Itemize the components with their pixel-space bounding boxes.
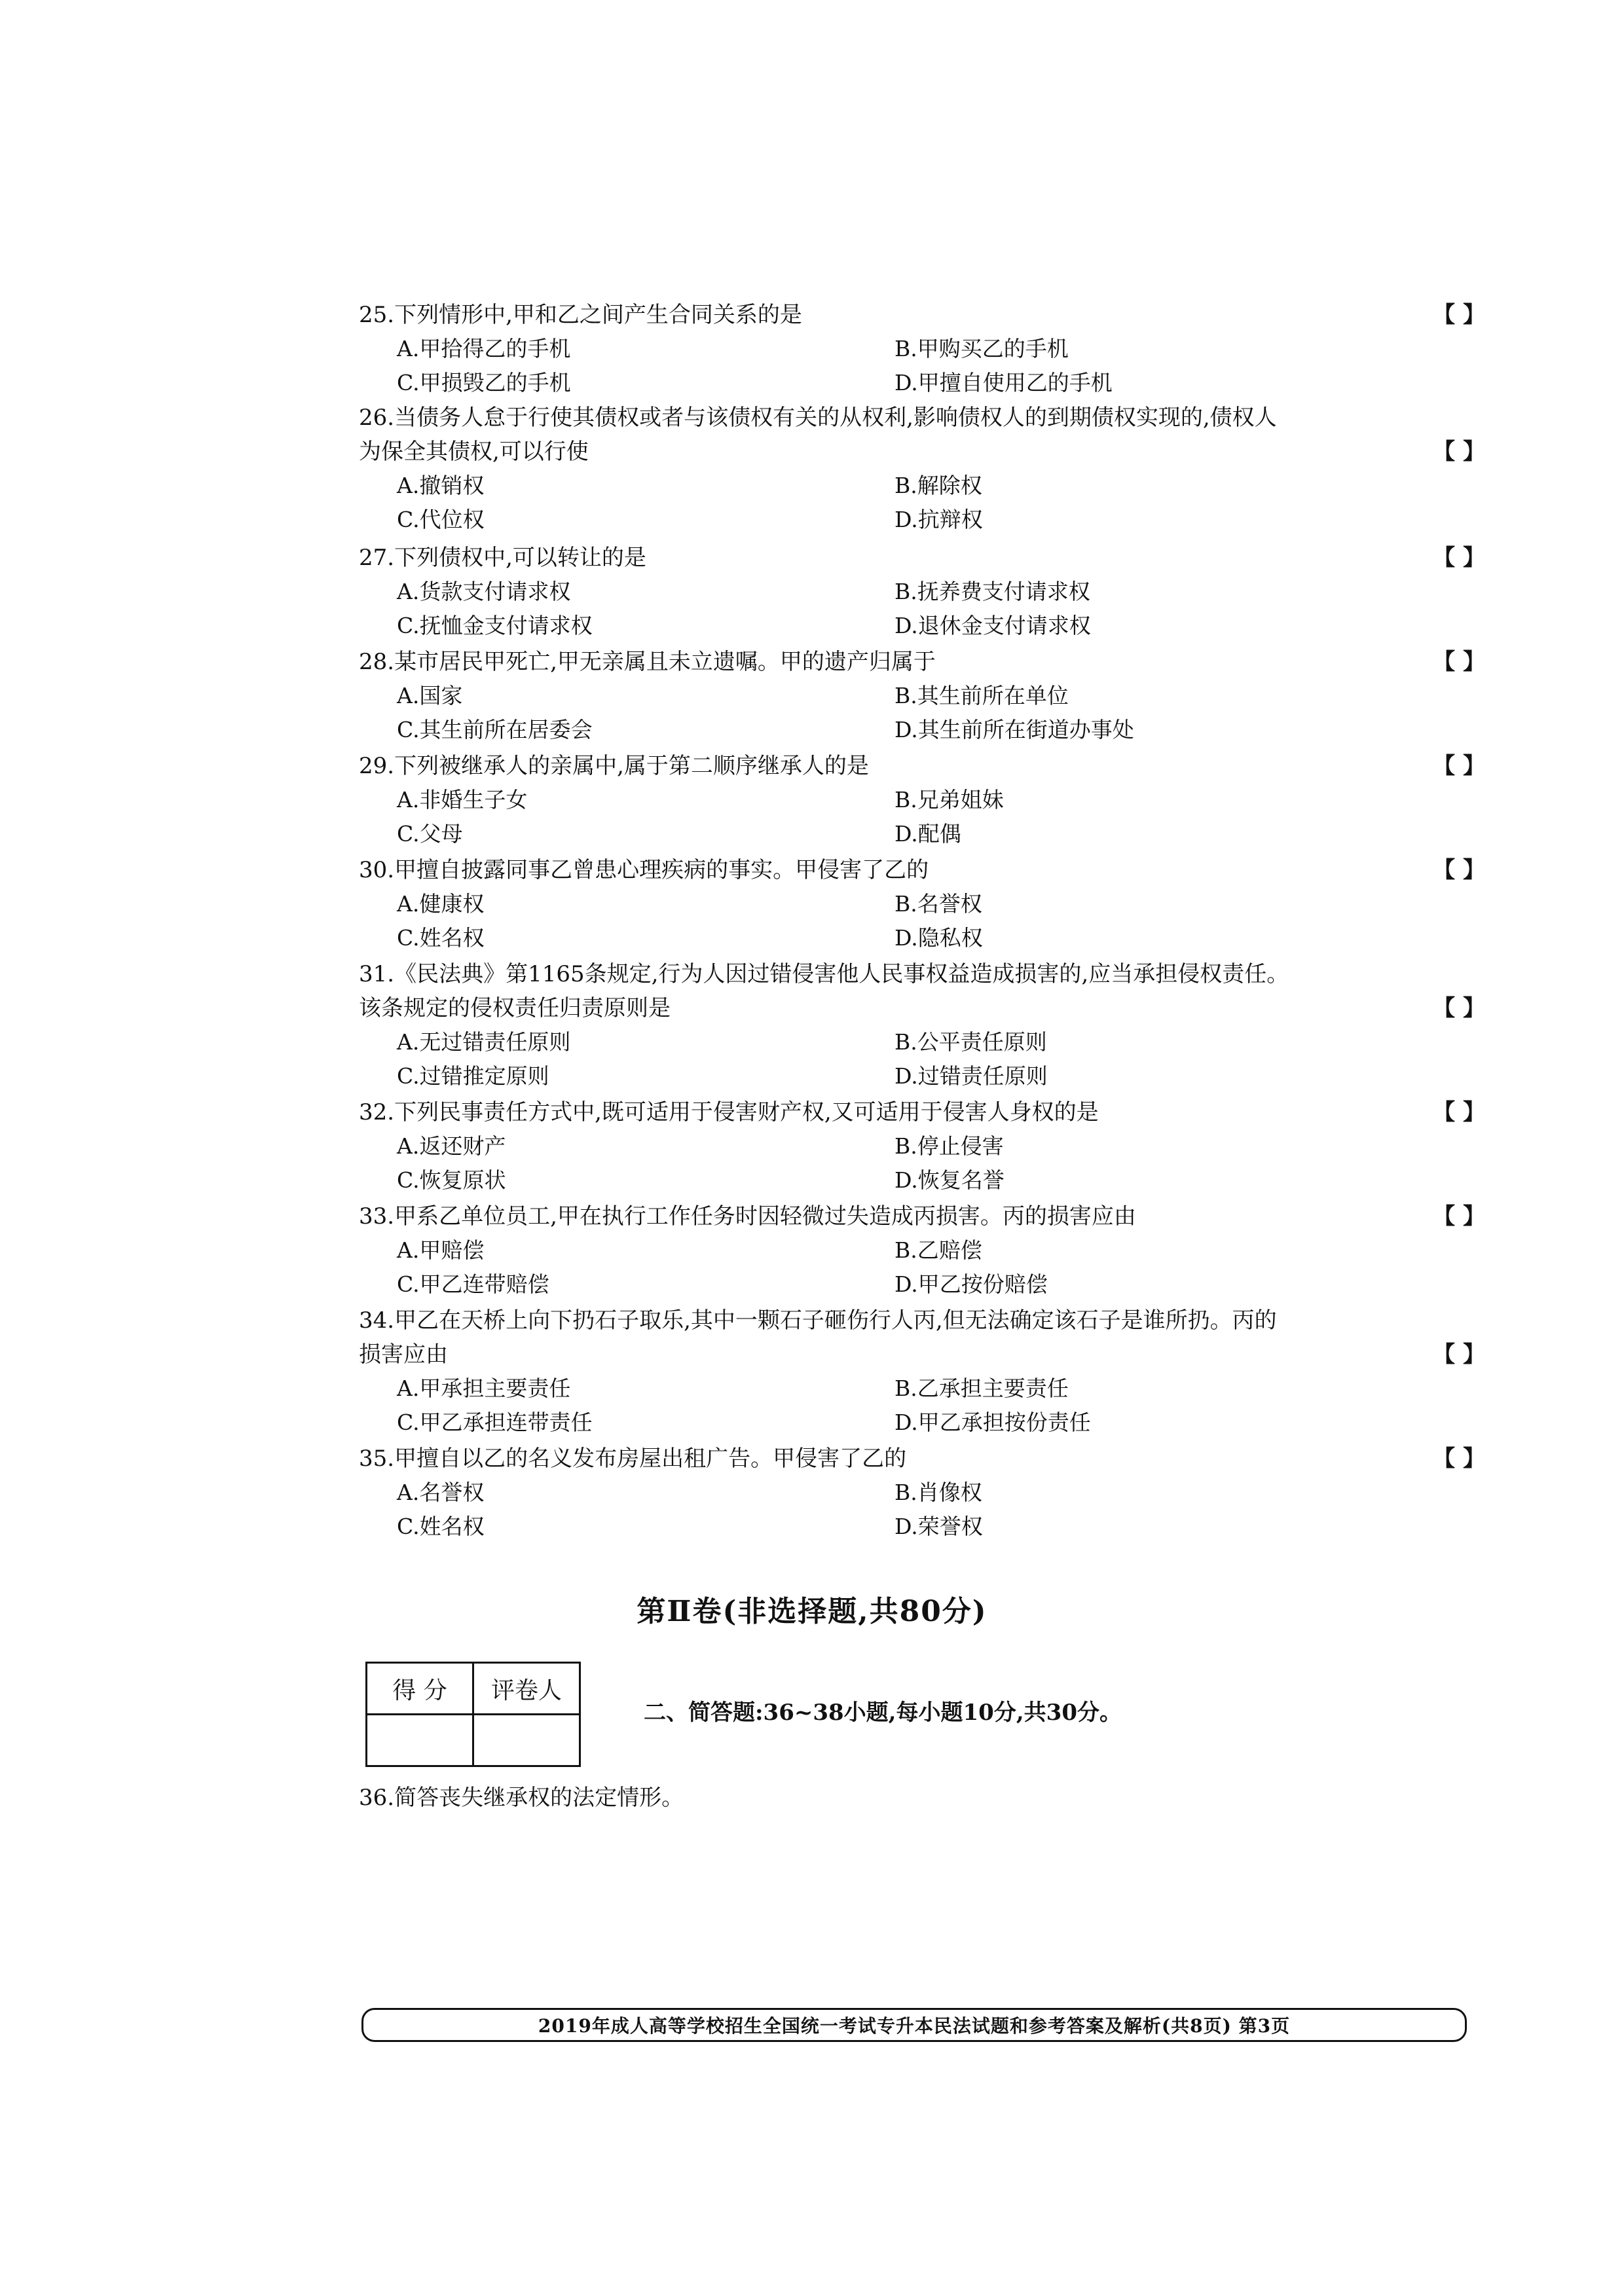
option-b: B.公平责任原则 xyxy=(895,1029,1047,1055)
question-stem: 33.甲系乙单位员工,甲在执行工作任务时因轻微过失造成丙损害。丙的损害应由 【 】 xyxy=(359,1199,1485,1233)
options xyxy=(359,783,1485,851)
option-c: C.甲乙连带赔偿 xyxy=(397,1271,549,1297)
option-b: B.肖像权 xyxy=(895,1480,982,1505)
options xyxy=(359,1233,1485,1302)
question-stem: 31.《民法典》第1165条规定,行为人因过错侵害他人民事权益造成损害的,应当承担侵权责任。 xyxy=(359,961,1289,987)
option-d: D.甲擅自使用乙的手机 xyxy=(895,370,1113,395)
options xyxy=(359,679,1485,747)
page-footer xyxy=(361,2008,1467,2042)
answer-bracket: 【 】 xyxy=(1433,439,1485,465)
option-b: B.抚养费支付请求权 xyxy=(895,579,1090,604)
option-d: D.甲乙按份赔偿 xyxy=(895,1271,1048,1297)
question-34 xyxy=(359,1303,1485,1440)
option-a: A.国家 xyxy=(397,683,463,708)
answer-bracket: 【 】 xyxy=(1433,753,1485,779)
question-stem: 29.下列被继承人的亲属中,属于第二顺序继承人的是 【 】 xyxy=(359,749,1485,783)
question-stem-line2: 该条规定的侵权责任归责原则是 【 】 xyxy=(359,991,1485,1025)
option-c: C.姓名权 xyxy=(397,1514,485,1539)
option-c: C.恢复原状 xyxy=(397,1167,506,1193)
option-b: B.名誉权 xyxy=(895,891,982,917)
question-29 xyxy=(359,749,1485,851)
answer-bracket: 【 】 xyxy=(1433,1099,1485,1125)
part2-title: 第Ⅱ卷(非选择题,共80分) xyxy=(637,1595,987,1628)
question-30 xyxy=(359,853,1485,955)
grader-header: 评卷人 xyxy=(473,1663,580,1715)
grader-cell xyxy=(473,1715,580,1766)
option-d: D.退休金支付请求权 xyxy=(895,613,1091,638)
answer-bracket: 【 】 xyxy=(1433,857,1485,883)
question-27 xyxy=(359,541,1485,643)
option-c: C.其生前所在居委会 xyxy=(397,717,593,742)
options xyxy=(359,575,1485,643)
options xyxy=(359,1129,1485,1197)
option-b: B.解除权 xyxy=(895,473,982,498)
options xyxy=(359,469,1485,537)
option-c: C.姓名权 xyxy=(397,925,485,951)
answer-bracket: 【 】 xyxy=(1433,1446,1485,1472)
score-header: 得 分 xyxy=(367,1663,473,1715)
question-36: 36.简答丧失继承权的法定情形。 xyxy=(359,1785,684,1811)
question-stem: 25.下列情形中,甲和乙之间产生合同关系的是 【 】 xyxy=(359,298,1485,332)
question-26 xyxy=(359,401,1485,537)
question-stem: 34.甲乙在天桥上向下扔石子取乐,其中一颗石子砸伤行人丙,但无法确定该石子是谁所扔。丙的 xyxy=(359,1307,1277,1334)
option-b: B.停止侵害 xyxy=(895,1133,1004,1159)
options xyxy=(359,1372,1485,1440)
option-b: B.乙赔偿 xyxy=(895,1237,982,1263)
option-d: D.过错责任原则 xyxy=(895,1063,1048,1089)
option-c: C.父母 xyxy=(397,821,463,847)
option-a: A.甲承担主要责任 xyxy=(397,1376,571,1401)
option-a: A.非婚生子女 xyxy=(397,787,528,812)
question-stem: 30.甲擅自披露同事乙曾患心理疾病的事实。甲侵害了乙的 【 】 xyxy=(359,853,1485,887)
answer-bracket: 【 】 xyxy=(1433,545,1485,571)
question-35 xyxy=(359,1442,1485,1544)
answer-bracket: 【 】 xyxy=(1433,995,1485,1021)
question-stem: 27.下列债权中,可以转让的是 【 】 xyxy=(359,541,1485,575)
option-b: B.甲购买乙的手机 xyxy=(895,336,1069,361)
options xyxy=(359,1025,1485,1093)
option-b: B.乙承担主要责任 xyxy=(895,1376,1069,1401)
option-a: A.撤销权 xyxy=(397,473,485,498)
footer-text: 2019年成人高等学校招生全国统一考试专升本民法试题和参考答案及解析(共8页) 第3页 xyxy=(538,2015,1291,2037)
option-a: A.甲拾得乙的手机 xyxy=(397,336,571,361)
option-a: A.无过错责任原则 xyxy=(397,1029,571,1055)
answer-bracket: 【 】 xyxy=(1433,302,1485,328)
question-33 xyxy=(359,1199,1485,1302)
option-b: B.兄弟姐妹 xyxy=(895,787,1004,812)
options xyxy=(359,332,1485,400)
option-d: D.隐私权 xyxy=(895,925,983,951)
option-a: A.货款支付请求权 xyxy=(397,579,571,604)
question-25 xyxy=(359,298,1485,400)
option-d: D.配偶 xyxy=(895,821,961,847)
option-c: C.代位权 xyxy=(397,507,485,532)
options xyxy=(359,887,1485,955)
question-stem-line2: 损害应由 【 】 xyxy=(359,1338,1485,1372)
section-heading: 二、简答题:36~38小题,每小题10分,共30分。 xyxy=(644,1700,1122,1726)
score-table xyxy=(365,1662,581,1767)
option-a: A.返还财产 xyxy=(397,1133,506,1159)
option-d: D.抗辩权 xyxy=(895,507,983,532)
question-32 xyxy=(359,1095,1485,1197)
question-stem: 32.下列民事责任方式中,既可适用于侵害财产权,又可适用于侵害人身权的是 【 】 xyxy=(359,1095,1485,1129)
option-d: D.荣誉权 xyxy=(895,1514,983,1539)
question-stem: 26.当债务人怠于行使其债权或者与该债权有关的从权利,影响债权人的到期债权实现的,债权人 xyxy=(359,405,1277,431)
option-a: A.甲赔偿 xyxy=(397,1237,485,1263)
options xyxy=(359,1476,1485,1544)
question-stem-line2: 为保全其债权,可以行使 【 】 xyxy=(359,435,1485,469)
option-b: B.其生前所在单位 xyxy=(895,683,1069,708)
answer-bracket: 【 】 xyxy=(1433,1203,1485,1230)
answer-bracket: 【 】 xyxy=(1433,1341,1485,1368)
question-28 xyxy=(359,645,1485,747)
option-c: C.甲乙承担连带责任 xyxy=(397,1410,593,1435)
question-31 xyxy=(359,957,1485,1093)
option-a: A.健康权 xyxy=(397,891,485,917)
question-stem: 28.某市居民甲死亡,甲无亲属且未立遗嘱。甲的遗产归属于 【 】 xyxy=(359,645,1485,679)
answer-bracket: 【 】 xyxy=(1433,649,1485,675)
question-stem: 35.甲擅自以乙的名义发布房屋出租广告。甲侵害了乙的 【 】 xyxy=(359,1442,1485,1476)
option-d: D.恢复名誉 xyxy=(895,1167,1005,1193)
option-d: D.甲乙承担按份责任 xyxy=(895,1410,1091,1435)
option-a: A.名誉权 xyxy=(397,1480,485,1505)
option-c: C.过错推定原则 xyxy=(397,1063,549,1089)
option-c: C.甲损毁乙的手机 xyxy=(397,370,571,395)
score-cell xyxy=(367,1715,473,1766)
option-d: D.其生前所在街道办事处 xyxy=(895,717,1134,742)
option-c: C.抚恤金支付请求权 xyxy=(397,613,593,638)
